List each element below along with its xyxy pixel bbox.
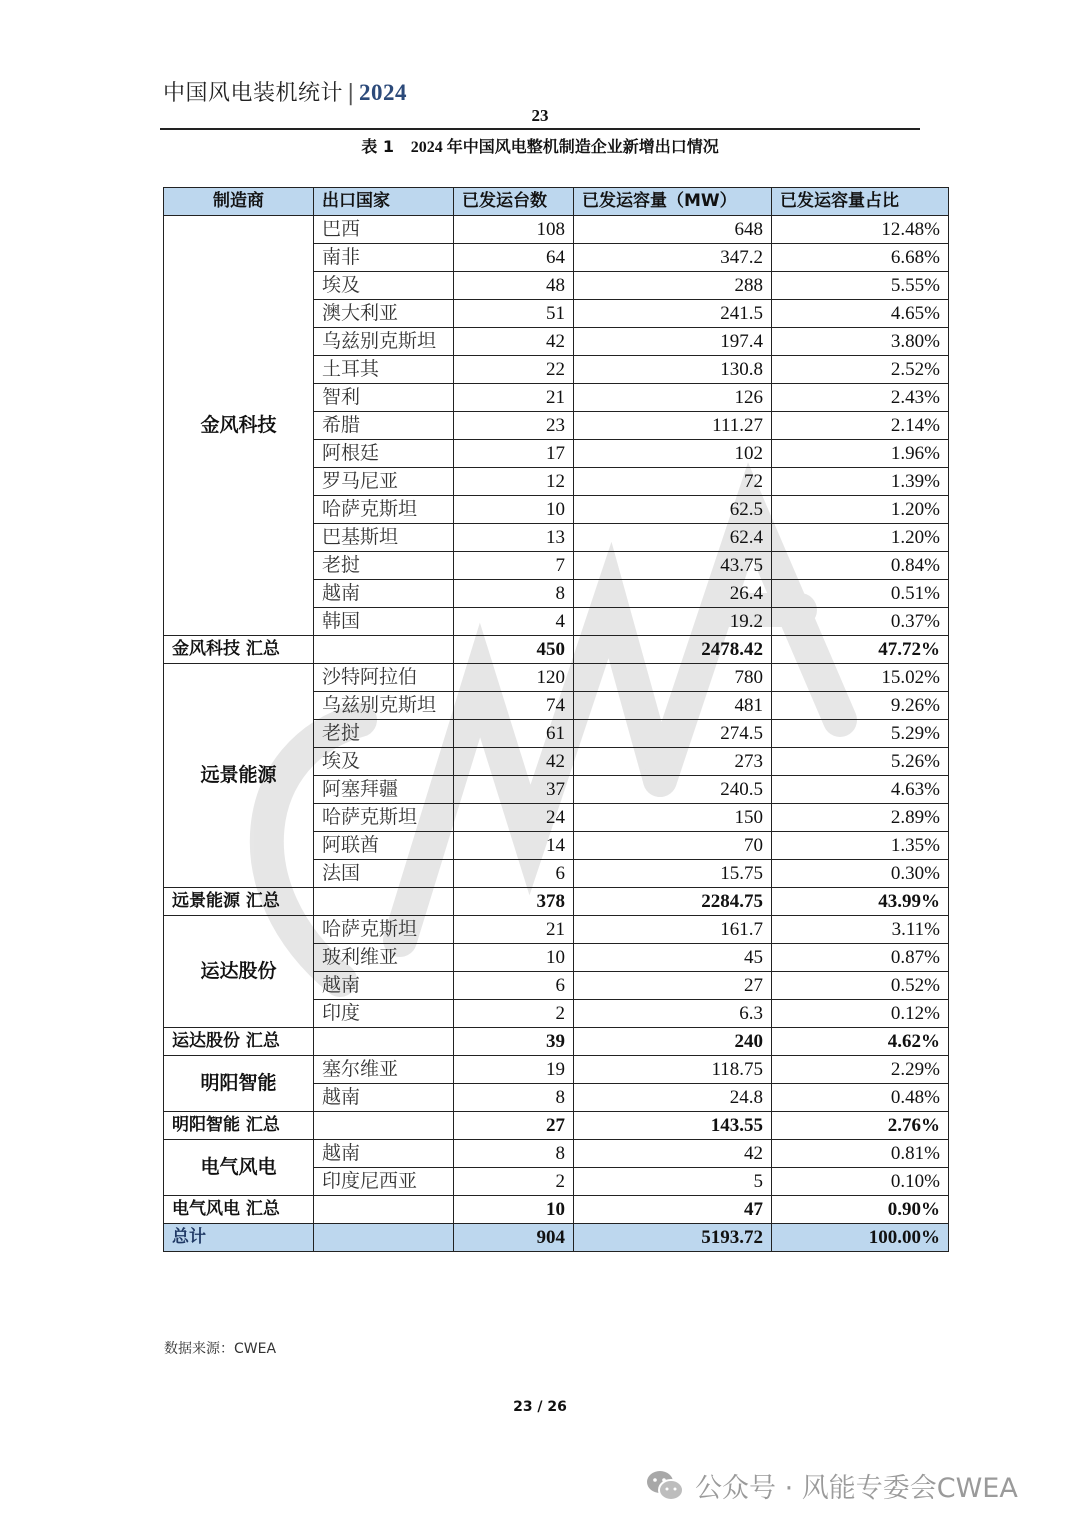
grand-total-row: [164, 1224, 949, 1252]
country-cell: 巴西: [314, 216, 454, 244]
country-cell: 越南: [314, 1084, 454, 1112]
share-cell: 2.14%: [772, 412, 949, 440]
units-cell: 10: [454, 944, 574, 972]
share-cell: 1.35%: [772, 832, 949, 860]
column-header-share: 已发运容量占比: [772, 188, 949, 216]
share-cell: 4.63%: [772, 776, 949, 804]
table-header-row: [164, 188, 949, 216]
subtotal-units: 39: [454, 1028, 574, 1056]
subtotal-capacity: 2284.75: [574, 888, 772, 916]
country-cell: 罗马尼亚: [314, 468, 454, 496]
capacity-cell: 42: [574, 1140, 772, 1168]
wechat-account-name: 公众号 · 风能专委会CWEA: [695, 1473, 1018, 1504]
document-year: 2024: [358, 80, 407, 105]
units-cell: 7: [454, 552, 574, 580]
units-cell: 8: [454, 1084, 574, 1112]
capacity-cell: 15.75: [574, 860, 772, 888]
share-cell: 2.52%: [772, 356, 949, 384]
table-row: [164, 216, 949, 244]
subtotal-units: 10: [454, 1196, 574, 1224]
capacity-cell: 274.5: [574, 720, 772, 748]
maker-cell: 运达股份: [164, 916, 314, 1028]
page-indicator: 23 / 26: [513, 1399, 567, 1415]
country-cell: 埃及: [314, 272, 454, 300]
subtotal-row: [164, 1112, 949, 1140]
share-cell: 9.26%: [772, 692, 949, 720]
country-cell: 越南: [314, 580, 454, 608]
country-cell: 越南: [314, 1140, 454, 1168]
units-cell: 64: [454, 244, 574, 272]
units-cell: 6: [454, 972, 574, 1000]
share-cell: 2.43%: [772, 384, 949, 412]
country-cell: 阿联酋: [314, 832, 454, 860]
country-cell: 巴基斯坦: [314, 524, 454, 552]
share-cell: 2.89%: [772, 804, 949, 832]
country-cell: 老挝: [314, 552, 454, 580]
subtotal-share: 4.62%: [772, 1028, 949, 1056]
document-header: [163, 76, 407, 107]
empty-cell: [314, 1196, 454, 1224]
subtotal-label: 远景能源 汇总: [164, 888, 314, 916]
subtotal-row: [164, 636, 949, 664]
data-source-note: 数据来源：CWEA: [164, 1341, 277, 1357]
subtotal-units: 378: [454, 888, 574, 916]
capacity-cell: 19.2: [574, 608, 772, 636]
share-cell: 0.81%: [772, 1140, 949, 1168]
subtotal-capacity: 240: [574, 1028, 772, 1056]
country-cell: 希腊: [314, 412, 454, 440]
country-cell: 老挝: [314, 720, 454, 748]
units-cell: 12: [454, 468, 574, 496]
units-cell: 4: [454, 608, 574, 636]
empty-cell: [314, 1224, 454, 1252]
country-cell: 沙特阿拉伯: [314, 664, 454, 692]
share-cell: 1.96%: [772, 440, 949, 468]
export-table: [163, 187, 949, 1252]
subtotal-row: [164, 1196, 949, 1224]
subtotal-label: 明阳智能 汇总: [164, 1112, 314, 1140]
share-cell: 15.02%: [772, 664, 949, 692]
share-cell: 1.20%: [772, 496, 949, 524]
country-cell: 阿根廷: [314, 440, 454, 468]
capacity-cell: 70: [574, 832, 772, 860]
share-cell: 3.11%: [772, 916, 949, 944]
capacity-cell: 62.5: [574, 496, 772, 524]
country-cell: 智利: [314, 384, 454, 412]
maker-cell: 远景能源: [164, 664, 314, 888]
country-cell: 南非: [314, 244, 454, 272]
capacity-cell: 150: [574, 804, 772, 832]
share-cell: 1.20%: [772, 524, 949, 552]
capacity-cell: 6.3: [574, 1000, 772, 1028]
subtotal-row: [164, 1028, 949, 1056]
capacity-cell: 43.75: [574, 552, 772, 580]
column-header-capacity: 已发运容量（MW）: [574, 188, 772, 216]
country-cell: 埃及: [314, 748, 454, 776]
capacity-cell: 126: [574, 384, 772, 412]
table-row: [164, 664, 949, 692]
capacity-cell: 241.5: [574, 300, 772, 328]
subtotal-share: 43.99%: [772, 888, 949, 916]
empty-cell: [314, 636, 454, 664]
subtotal-share: 47.72%: [772, 636, 949, 664]
table-row: [164, 1056, 949, 1084]
wechat-badge: [645, 1466, 1018, 1505]
subtotal-label: 金风科技 汇总: [164, 636, 314, 664]
share-cell: 3.80%: [772, 328, 949, 356]
subtotal-row: [164, 888, 949, 916]
capacity-cell: 72: [574, 468, 772, 496]
units-cell: 22: [454, 356, 574, 384]
capacity-cell: 5: [574, 1168, 772, 1196]
caption-text: 2024 年中国风电整机制造企业新增出口情况: [410, 139, 719, 156]
country-cell: 哈萨克斯坦: [314, 496, 454, 524]
capacity-cell: 288: [574, 272, 772, 300]
capacity-cell: 161.7: [574, 916, 772, 944]
capacity-cell: 481: [574, 692, 772, 720]
capacity-cell: 197.4: [574, 328, 772, 356]
units-cell: 8: [454, 1140, 574, 1168]
units-cell: 74: [454, 692, 574, 720]
capacity-cell: 240.5: [574, 776, 772, 804]
units-cell: 48: [454, 272, 574, 300]
table-row: [164, 916, 949, 944]
country-cell: 塞尔维亚: [314, 1056, 454, 1084]
units-cell: 61: [454, 720, 574, 748]
country-cell: 法国: [314, 860, 454, 888]
share-cell: 0.51%: [772, 580, 949, 608]
column-header-units: 已发运台数: [454, 188, 574, 216]
country-cell: 阿塞拜疆: [314, 776, 454, 804]
page-number-top: 23: [531, 106, 549, 125]
share-cell: 0.48%: [772, 1084, 949, 1112]
units-cell: 108: [454, 216, 574, 244]
subtotal-label: 电气风电 汇总: [164, 1196, 314, 1224]
country-cell: 玻利维亚: [314, 944, 454, 972]
subtotal-capacity: 47: [574, 1196, 772, 1224]
country-cell: 越南: [314, 972, 454, 1000]
subtotal-capacity: 143.55: [574, 1112, 772, 1140]
header-rule: [160, 128, 920, 130]
capacity-cell: 102: [574, 440, 772, 468]
capacity-cell: 347.2: [574, 244, 772, 272]
country-cell: 韩国: [314, 608, 454, 636]
total-label: 总计: [164, 1224, 314, 1252]
maker-cell: 金风科技: [164, 216, 314, 636]
subtotal-label: 运达股份 汇总: [164, 1028, 314, 1056]
units-cell: 42: [454, 748, 574, 776]
empty-cell: [314, 1028, 454, 1056]
capacity-cell: 130.8: [574, 356, 772, 384]
document-title: 中国风电装机统计: [163, 81, 344, 106]
units-cell: 23: [454, 412, 574, 440]
units-cell: 6: [454, 860, 574, 888]
capacity-cell: 27: [574, 972, 772, 1000]
country-cell: 哈萨克斯坦: [314, 804, 454, 832]
total-units: 904: [454, 1224, 574, 1252]
share-cell: 0.12%: [772, 1000, 949, 1028]
capacity-cell: 111.27: [574, 412, 772, 440]
empty-cell: [314, 888, 454, 916]
total-share: 100.00%: [772, 1224, 949, 1252]
units-cell: 10: [454, 496, 574, 524]
share-cell: 0.37%: [772, 608, 949, 636]
table-row: [164, 1140, 949, 1168]
units-cell: 120: [454, 664, 574, 692]
country-cell: 乌兹别克斯坦: [314, 328, 454, 356]
capacity-cell: 62.4: [574, 524, 772, 552]
subtotal-share: 2.76%: [772, 1112, 949, 1140]
units-cell: 24: [454, 804, 574, 832]
share-cell: 1.39%: [772, 468, 949, 496]
subtotal-units: 27: [454, 1112, 574, 1140]
share-cell: 0.52%: [772, 972, 949, 1000]
capacity-cell: 118.75: [574, 1056, 772, 1084]
share-cell: 12.48%: [772, 216, 949, 244]
share-cell: 0.30%: [772, 860, 949, 888]
country-cell: 澳大利亚: [314, 300, 454, 328]
header-separator: |: [347, 81, 355, 106]
subtotal-share: 0.90%: [772, 1196, 949, 1224]
capacity-cell: 648: [574, 216, 772, 244]
units-cell: 14: [454, 832, 574, 860]
units-cell: 19: [454, 1056, 574, 1084]
share-cell: 5.29%: [772, 720, 949, 748]
share-cell: 5.26%: [772, 748, 949, 776]
share-cell: 0.10%: [772, 1168, 949, 1196]
maker-cell: 明阳智能: [164, 1056, 314, 1112]
share-cell: 6.68%: [772, 244, 949, 272]
column-header-country: 出口国家: [314, 188, 454, 216]
column-header-maker: 制造商: [164, 188, 314, 216]
country-cell: 哈萨克斯坦: [314, 916, 454, 944]
share-cell: 0.84%: [772, 552, 949, 580]
capacity-cell: 24.8: [574, 1084, 772, 1112]
units-cell: 17: [454, 440, 574, 468]
units-cell: 51: [454, 300, 574, 328]
country-cell: 土耳其: [314, 356, 454, 384]
units-cell: 42: [454, 328, 574, 356]
wechat-icon: [645, 1469, 685, 1503]
capacity-cell: 45: [574, 944, 772, 972]
share-cell: 5.55%: [772, 272, 949, 300]
capacity-cell: 780: [574, 664, 772, 692]
country-cell: 印度: [314, 1000, 454, 1028]
units-cell: 8: [454, 580, 574, 608]
units-cell: 37: [454, 776, 574, 804]
total-capacity: 5193.72: [574, 1224, 772, 1252]
maker-cell: 电气风电: [164, 1140, 314, 1196]
subtotal-units: 450: [454, 636, 574, 664]
share-cell: 0.87%: [772, 944, 949, 972]
subtotal-capacity: 2478.42: [574, 636, 772, 664]
country-cell: 印度尼西亚: [314, 1168, 454, 1196]
units-cell: 21: [454, 384, 574, 412]
country-cell: 乌兹别克斯坦: [314, 692, 454, 720]
units-cell: 21: [454, 916, 574, 944]
capacity-cell: 26.4: [574, 580, 772, 608]
units-cell: 13: [454, 524, 574, 552]
share-cell: 4.65%: [772, 300, 949, 328]
caption-label: 表 1: [361, 137, 394, 156]
units-cell: 2: [454, 1168, 574, 1196]
units-cell: 2: [454, 1000, 574, 1028]
table-caption: [0, 134, 1080, 157]
empty-cell: [314, 1112, 454, 1140]
capacity-cell: 273: [574, 748, 772, 776]
share-cell: 2.29%: [772, 1056, 949, 1084]
